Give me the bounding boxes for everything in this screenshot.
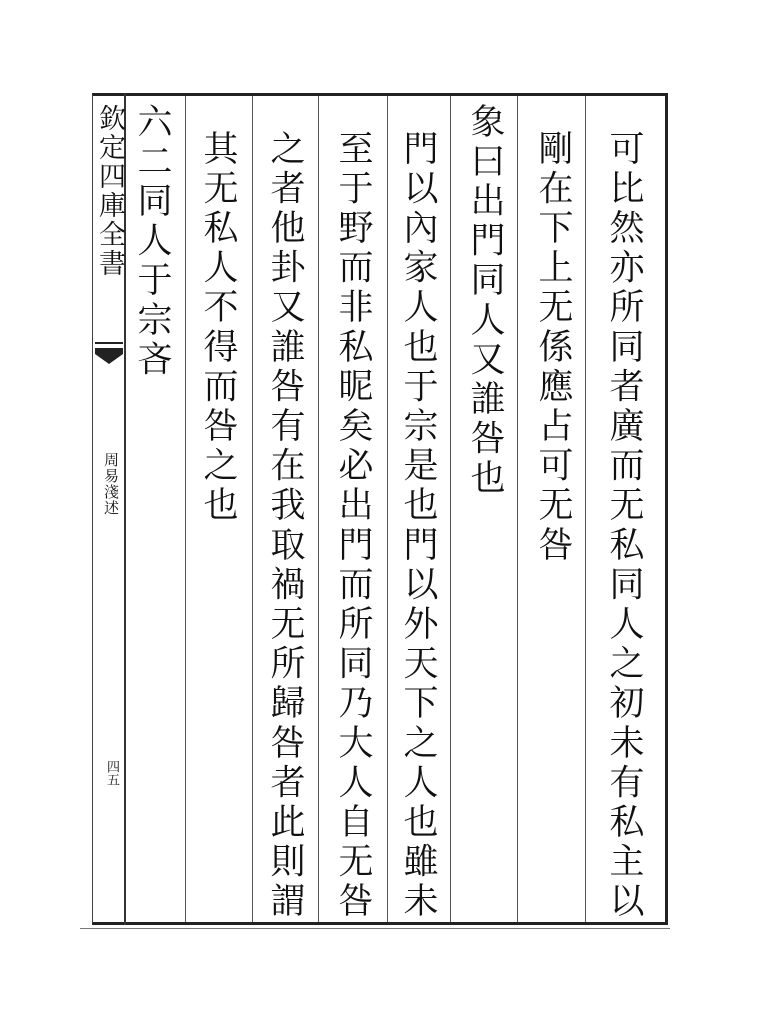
page-number: 四五: [104, 760, 119, 786]
text-column-5: 至于野而非私昵矣必出門而所同乃大人自无咎: [333, 130, 373, 922]
text-column-6: 之者他卦又誰咎有在我取禍无所歸咎者此則謂: [265, 130, 305, 922]
text-column-1: 可比然亦所同者廣而无私同人之初未有私主以: [604, 130, 644, 922]
column-rule: [318, 96, 319, 922]
text-column-7: 其无私人不得而咎之也: [198, 130, 238, 526]
column-rule: [450, 96, 451, 922]
column-rule: [185, 96, 186, 922]
column-rule: [585, 96, 586, 922]
column-rule: [252, 96, 253, 922]
text-column-2: 剛在下上无係應占可无咎: [533, 130, 573, 566]
page-frame: [92, 93, 668, 925]
column-rule: [517, 96, 518, 922]
text-column-4: 門以內家人也于宗是也門以外天下之人也雖未: [398, 130, 438, 922]
text-column-3: 象曰出門同人又誰咎也: [465, 103, 505, 499]
fishtail-mark-icon: [95, 340, 123, 370]
page-edge: [80, 928, 670, 933]
text-column-8: 六二同人于宗吝: [132, 103, 172, 381]
book-title: 周易淺述: [102, 452, 120, 516]
collection-title: 欽定四庫全書: [94, 104, 125, 278]
column-rule: [387, 96, 388, 922]
